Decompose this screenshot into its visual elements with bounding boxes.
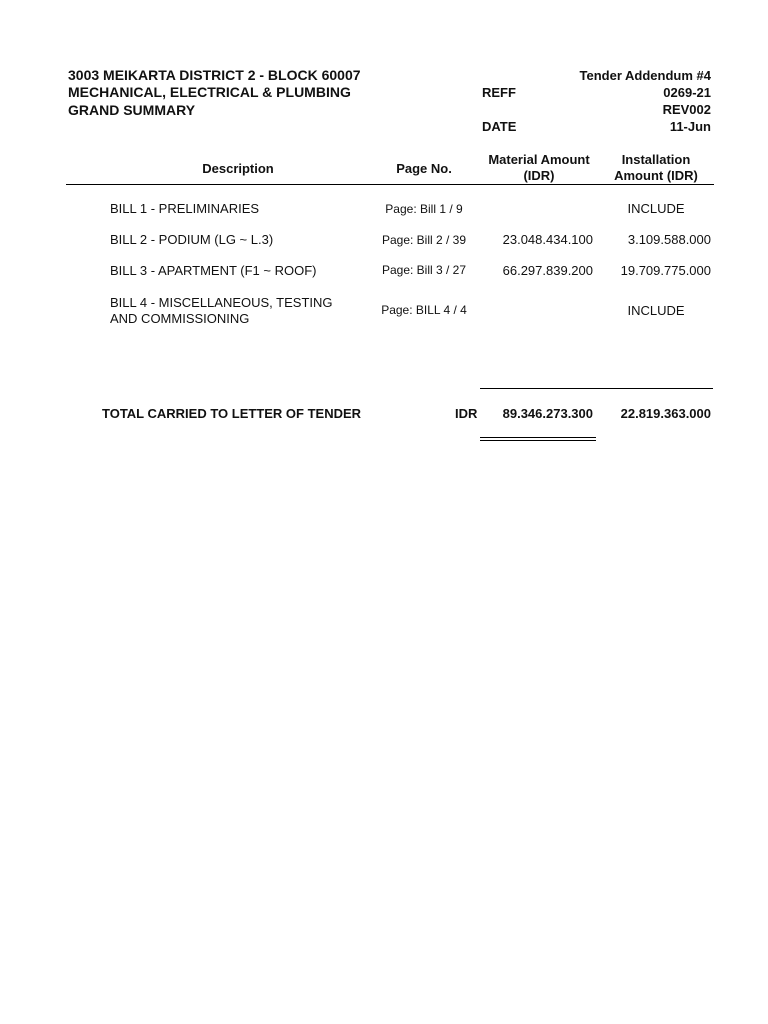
table-row-4-installation: INCLUDE [627,303,685,318]
column-header-material [479,152,599,184]
date-value: 11-Jun [669,119,711,134]
project-title: 3003 MEIKARTA DISTRICT 2 - BLOCK 60007 [68,67,361,83]
table-row-3-description: BILL 3 - APARTMENT (F1 ~ ROOF) [110,263,317,278]
table-row-2-description: BILL 2 - PODIUM (LG ~ L.3) [110,232,274,247]
column-header-installation-line2: Amount (IDR) [614,168,698,183]
column-header-description: Description [202,161,274,176]
table-row-3-material: 66.297.839.200 [502,263,593,278]
table-row-4-description-line2: AND COMMISSIONING [110,311,250,326]
tender-addendum: Tender Addendum #4 [579,68,711,83]
table-row-4-page: Page: BILL 4 / 4 [381,303,467,317]
table-row-2-material: 23.048.434.100 [502,232,593,247]
column-header-material-line2: (IDR) [523,168,555,183]
reff-label: REFF [482,85,516,100]
table-row-1-description: BILL 1 - PRELIMINARIES [110,201,260,216]
date-label: DATE [482,119,517,134]
total-installation: 22.819.363.000 [620,406,711,421]
revision-value: REV002 [662,102,711,117]
table-row-1-installation: INCLUDE [627,201,685,216]
header-divider [66,184,714,185]
table-row-2-installation: 3.109.588.000 [627,232,711,247]
column-header-installation [596,152,716,184]
reff-value: 0269-21 [663,85,711,100]
table-row-4-description-line1: BILL 4 - MISCELLANEOUS, TESTING [110,295,333,310]
column-header-page-no: Page No. [396,161,452,176]
table-row-1-page: Page: Bill 1 / 9 [385,202,463,216]
discipline-title: MECHANICAL, ELECTRICAL & PLUMBING [68,84,351,100]
subtotal-rule [480,388,713,389]
document-title: GRAND SUMMARY [68,102,196,118]
column-header-installation-line1: Installation [621,152,691,167]
total-double-underline [480,437,596,441]
column-header-material-line1: Material Amount [488,152,590,167]
total-material: 89.346.273.300 [502,406,593,421]
total-currency: IDR [455,406,478,421]
table-row-3-page: Page: Bill 3 / 27 [381,263,467,277]
table-row-4-description [110,295,333,327]
table-row-3-installation: 19.709.775.000 [620,263,711,278]
total-label: TOTAL CARRIED TO LETTER OF TENDER [102,406,362,421]
table-row-2-page: Page: Bill 2 / 39 [381,233,467,247]
